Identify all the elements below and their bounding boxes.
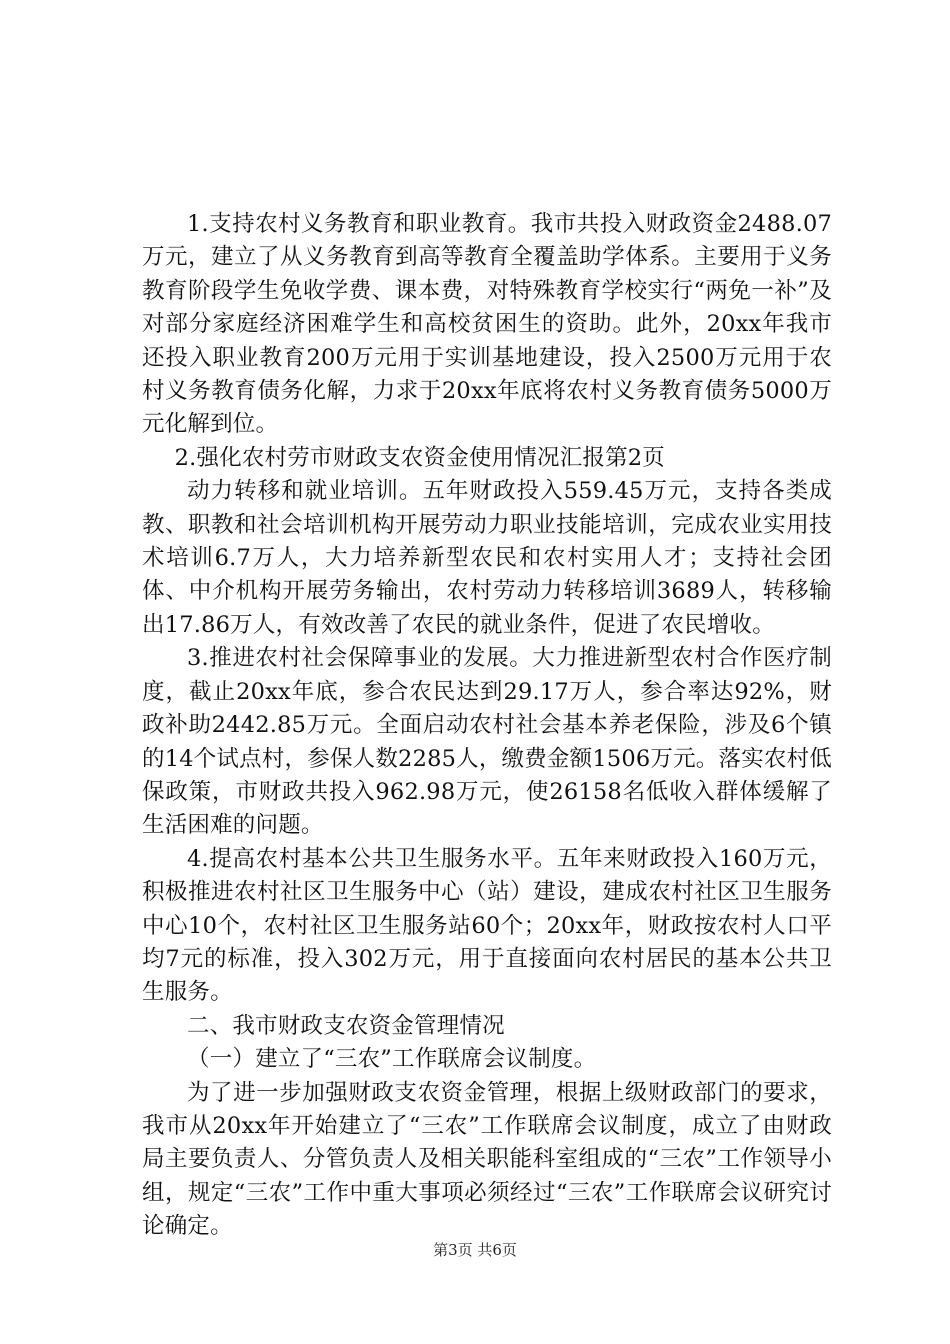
paragraph-education: 1.支持农村义务教育和职业教育。我市共投入财政资金2488.07万元，建立了从义务教育到高等教育全覆盖助学体系。主要用于义务教育阶段学生免收学费、课本费，对特殊教育学校实行“两免一补”及对部分家庭经济困难学生和高校贫困生的资助。此外，20xx年我市还投入职业教育200万元用于实训基地建设，投入2500万元用于农村义务教育债务化解，力求于20xx年底将农村义务教育债务5000万元化解到位。: [142, 211, 832, 438]
paragraph-labor-heading: 2.强化农村劳市财政支农资金使用情况汇报第2页: [174, 444, 666, 471]
paragraph-labor-training: 动力转移和就业培训。五年财政投入559.45万元，支持各类成教、职教和社会培训机构开展劳动力职业技能培训，完成农业实用技术培训6.7万人，大力培养新型农民和农村实用人才；支持社会团体、中介机构开展劳务输出，农村劳动力转移培训3689人，转移输出17.86万人，有效改善了农民的就业条件，促进了农民增收。: [142, 478, 832, 638]
section-heading-management: 二、我市财政支农资金管理情况: [187, 1012, 505, 1039]
subsection-heading-joint-meeting: （一）建立了“三农”工作联席会议制度。: [187, 1046, 597, 1073]
page-number-footer: 第3页 共6页: [433, 1241, 517, 1259]
paragraph-public-health: 4.提高农村基本公共卫生服务水平。五年来财政投入160万元，积极推进农村社区卫生服务中心（站）建设，建成农村社区卫生服务中心10个，农村社区卫生服务站60个；20xx年，财政按农村人口平均7元的标准，投入302万元，用于直接面向农村居民的基本公共卫生服务。: [142, 845, 832, 1006]
document-body: [142, 208, 832, 1244]
paragraph-joint-meeting: 为了进一步加强财政支农资金管理，根据上级财政部门的要求，我市从20xx年开始建立了“三农”工作联席会议制度，成立了由财政局主要负责人、分管负责人及相关职能科室组成的“三农”工作领导小组，规定“三农”工作中重大事项必须经过“三农”工作联席会议研究讨论确定。: [142, 1079, 832, 1240]
paragraph-social-security: 3.推进农村社会保障事业的发展。大力推进新型农村合作医疗制度，截止20xx年底，参合农民达到29.17万人，参合率达92%，财政补助2442.85万元。全面启动农村社会基本养老保险，涉及6个镇的14个试点村，参保人数2285人，缴费金额1506万元。落实农村低保政策，市财政共投入962.98万元，使26158名低收入群体缓解了生活困难的问题。: [142, 645, 832, 839]
